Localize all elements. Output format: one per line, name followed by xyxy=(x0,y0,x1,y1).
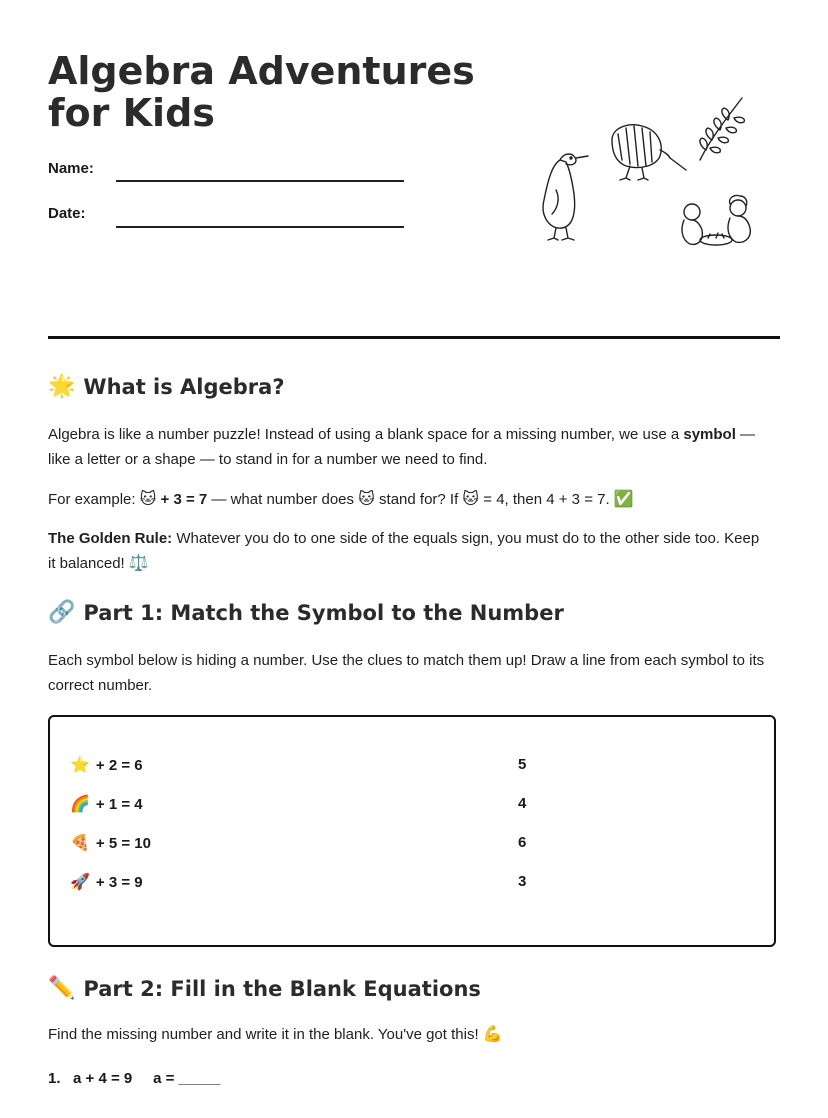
match-number[interactable]: 4 xyxy=(518,795,527,812)
date-label: Date: xyxy=(48,205,86,222)
name-field[interactable] xyxy=(116,180,404,182)
page-title: Algebra Adventures for Kids xyxy=(48,49,475,135)
answer-blank[interactable]: a = _____ xyxy=(153,1070,221,1087)
kiwi-birds-illustration xyxy=(530,90,770,260)
what-is-algebra-heading xyxy=(48,374,285,399)
match-equation[interactable]: 🍕 + 5 = 10 xyxy=(70,834,151,852)
match-equation[interactable]: ⭐ + 2 = 6 xyxy=(70,756,143,774)
part1-heading xyxy=(48,600,564,625)
part2-heading xyxy=(48,976,481,1001)
date-field[interactable] xyxy=(116,226,404,228)
match-equation[interactable]: 🚀 + 3 = 9 xyxy=(70,873,143,891)
heading-text: Part 1: Match the Symbol to the Number xyxy=(83,600,564,625)
part1-instructions: Each symbol below is hiding a number. Use the clues to match them up! Draw a line from each symbol to its correct number. xyxy=(48,652,765,694)
cat-icon: 🐱 xyxy=(358,491,375,508)
intro-paragraph: Algebra is like a number puzzle! Instead of using a blank space for a missing number, we use a symbol — like a letter or a shape — to stand in for a number we need to find. xyxy=(48,426,756,468)
golden-rule-paragraph: The Golden Rule: Whatever you do to one side of the equals sign, you must do to the other side too. Keep it balanced! ⚖️ xyxy=(48,530,760,572)
example-paragraph: For example: 🐱 + 3 = 7 — what number does 🐱 stand for? If 🐱 = 4, then 4 + 3 = 7. ✅ xyxy=(48,491,634,508)
check-icon: ✅ xyxy=(613,491,634,508)
part2-instructions: Find the missing number and write it in the blank. You've got this! 💪 xyxy=(48,1026,503,1043)
pencil-icon: ✏️ xyxy=(48,976,76,1001)
rainbow-icon: 🌈 xyxy=(70,796,90,813)
pizza-icon: 🍕 xyxy=(70,835,90,852)
match-number[interactable]: 6 xyxy=(518,834,527,851)
cat-icon: 🐱 xyxy=(462,491,480,508)
match-number[interactable]: 3 xyxy=(518,873,527,890)
star-icon: 🌟 xyxy=(48,374,76,399)
matching-box xyxy=(48,715,776,947)
heading-text: Part 2: Fill in the Blank Equations xyxy=(83,976,481,1001)
scale-icon: ⚖️ xyxy=(128,555,149,572)
link-icon: 🔗 xyxy=(48,600,76,625)
name-label: Name: xyxy=(48,160,94,177)
heading-text: What is Algebra? xyxy=(83,374,285,399)
rocket-icon: 🚀 xyxy=(70,874,90,891)
fill-in-question[interactable]: 1. a + 4 = 9 a = _____ xyxy=(48,1070,221,1087)
match-number[interactable]: 5 xyxy=(518,756,527,773)
cat-icon: 🐱 xyxy=(139,491,157,508)
match-equation[interactable]: 🌈 + 1 = 4 xyxy=(70,795,143,813)
section-divider xyxy=(48,336,780,339)
flexed-arm-icon: 💪 xyxy=(482,1026,503,1043)
star-icon: ⭐ xyxy=(70,757,90,774)
